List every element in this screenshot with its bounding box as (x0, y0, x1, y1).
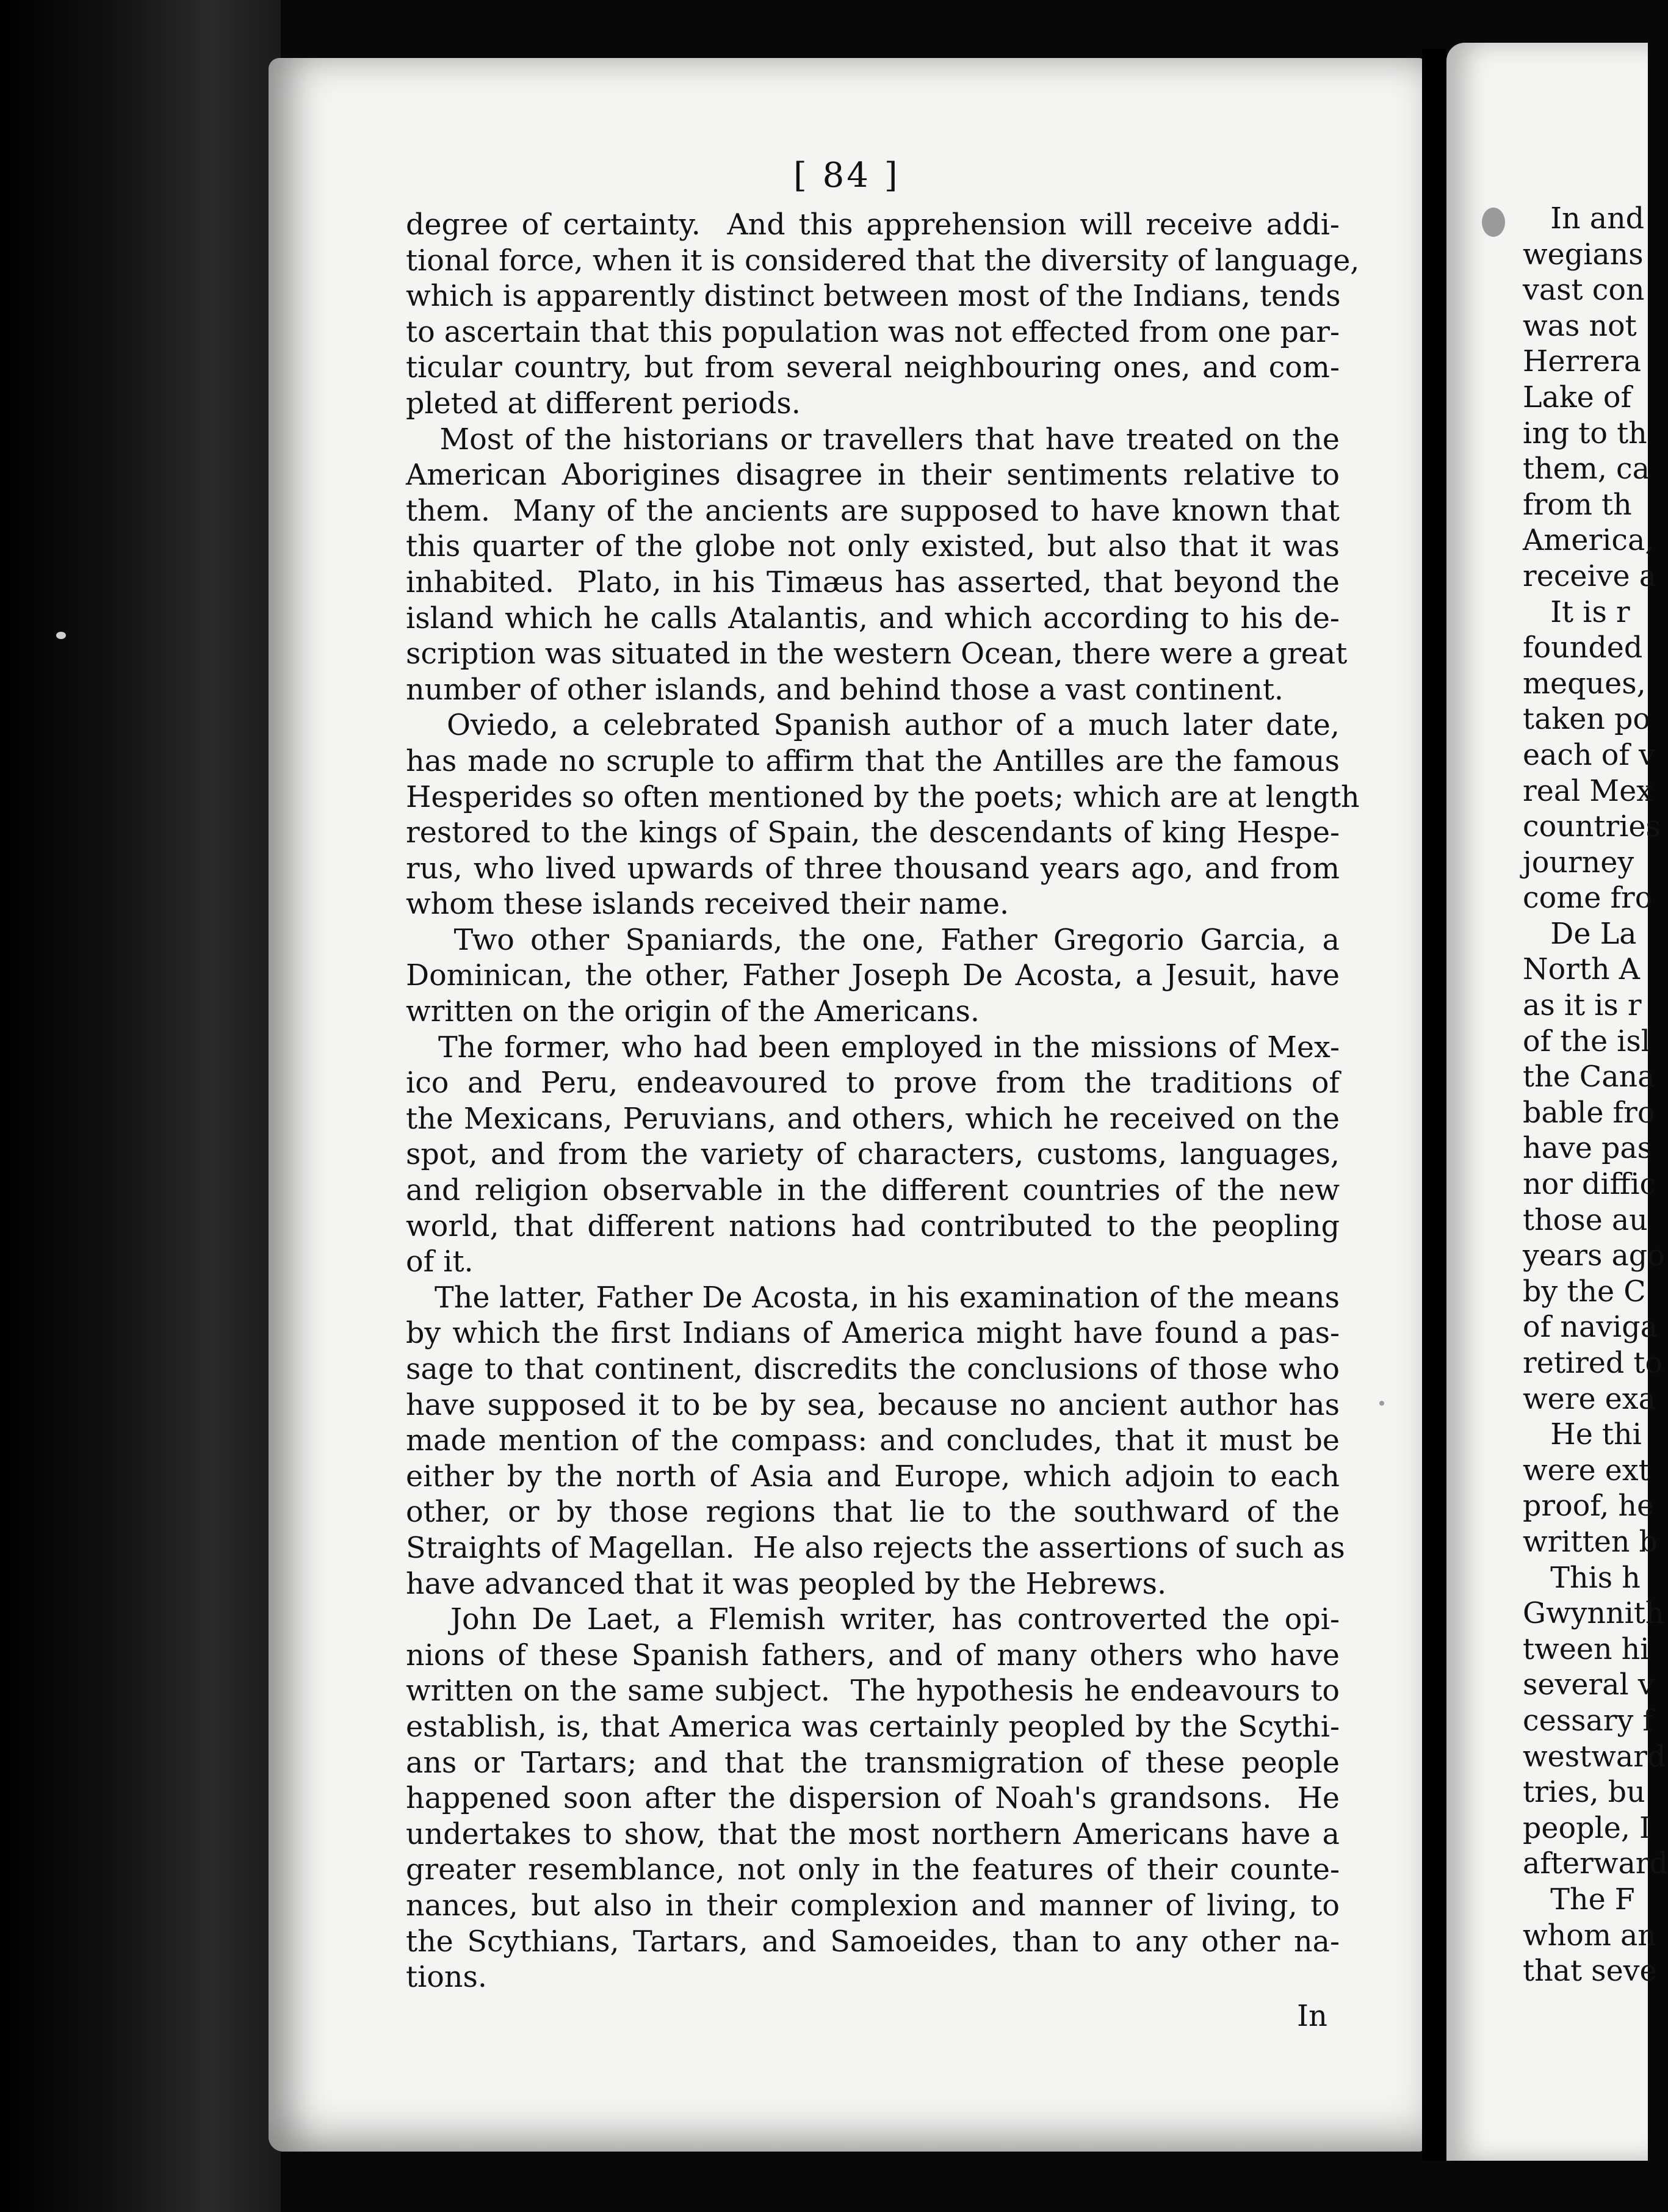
text-line: degree of certainty. And this apprehension will receive addi- (406, 208, 1340, 242)
page-body-text (406, 208, 1360, 1996)
adjacent-text-line: from th (1523, 488, 1632, 522)
adjacent-text-line: come fro (1523, 881, 1653, 916)
text-line: ans or Tartars; and that the transmigration of these people (406, 1746, 1340, 1780)
text-line: Oviedo, a celebrated Spanish author of a much later date, (406, 709, 1340, 743)
text-line: ico and Peru, endeavoured to prove from the traditions of (406, 1066, 1340, 1101)
adjacent-text-line: westward (1523, 1740, 1666, 1774)
adjacent-text-line: countries (1523, 810, 1661, 844)
adjacent-text-line: tween hi (1523, 1632, 1650, 1666)
adjacent-text-line: meques, (1523, 667, 1646, 701)
adjacent-text-line: North A (1523, 953, 1640, 987)
adjacent-text-line: Gwynnith (1523, 1597, 1664, 1631)
catchword: In (1297, 1999, 1327, 2033)
adjacent-text-line: taken po (1523, 703, 1650, 737)
adjacent-text-line: several v (1523, 1668, 1655, 1702)
adjacent-text-line: wegians (1523, 237, 1644, 272)
adjacent-text-line: those au (1523, 1203, 1648, 1237)
text-line: of it. (406, 1245, 474, 1279)
adjacent-text-line: journey (1523, 845, 1634, 880)
text-line: greater resemblance, not only in the features of their counte- (406, 1853, 1340, 1887)
adjacent-text-line: as it is r (1523, 989, 1642, 1023)
adjacent-text-line: He thi (1523, 1418, 1642, 1452)
paper-speck (1482, 208, 1505, 237)
adjacent-text-line: them, ca (1523, 452, 1650, 486)
adjacent-text-line: was not (1523, 309, 1637, 343)
text-line: The former, who had been employed in the missions of Mex- (406, 1030, 1340, 1064)
adjacent-text-line: cessary f (1523, 1704, 1654, 1738)
adjacent-text-line: have pas (1523, 1132, 1653, 1166)
text-line: ticular country, but from several neighbouring ones, and com- (406, 351, 1340, 385)
page-gutter (1422, 49, 1446, 2161)
text-line: happened soon after the dispersion of Noah's grandsons. He (406, 1782, 1340, 1816)
text-line: them. Many of the ancients are supposed to have known that (406, 494, 1340, 528)
text-line: tional force, when it is considered that the diversity of language, (406, 244, 1360, 278)
adjacent-text-line: America, (1523, 524, 1655, 558)
adjacent-text-line: of the isl (1523, 1024, 1650, 1058)
adjacent-text-line: founded (1523, 631, 1643, 665)
text-line: have supposed it to be by sea, because no ancient author has (406, 1388, 1340, 1422)
adjacent-text-line: In and (1523, 202, 1645, 236)
text-line: has made no scruple to affirm that the Antilles are the famous (406, 744, 1340, 778)
text-line: nances, but also in their complexion and manner of living, to (406, 1889, 1340, 1923)
text-line: island which he calls Atalantis, and which according to his de- (406, 601, 1340, 635)
text-line: sage to that continent, discredits the conclusions of those who (406, 1353, 1340, 1386)
text-line: inhabited. Plato, in his Timæus has asserted, that beyond the (406, 565, 1340, 599)
text-line: written on the origin of the Americans. (406, 995, 980, 1029)
adjacent-text-line: were ext (1523, 1453, 1650, 1487)
adjacent-text-line: years ago (1523, 1239, 1665, 1273)
text-line: American Aborigines disagree in their sentiments relative to (406, 458, 1340, 493)
paper-speck (1379, 1401, 1384, 1406)
adjacent-text-line: vast con (1523, 273, 1645, 308)
adjacent-text-line: tries, bu (1523, 1776, 1645, 1810)
text-line: spot, and from the variety of characters, customs, languages, (406, 1138, 1340, 1172)
text-line: and religion observable in the different countries of the new (406, 1174, 1340, 1208)
text-line: Hesperides so often mentioned by the poets; which are at length (406, 780, 1360, 814)
text-line: by which the first Indians of America might have found a pas- (406, 1317, 1340, 1351)
text-line: whom these islands received their name. (406, 887, 1009, 922)
adjacent-text-line: each of v (1523, 738, 1655, 772)
text-line: pleted at different periods. (406, 386, 801, 421)
adjacent-text-line: people, I (1523, 1811, 1651, 1845)
text-line: tions. (406, 1961, 487, 1995)
text-line: Most of the historians or travellers that have treated on the (406, 422, 1340, 457)
adjacent-text-line: bable fro (1523, 1096, 1655, 1130)
text-line: other, or by those regions that lie to the southward of the (406, 1495, 1340, 1530)
adjacent-text-line: proof, he (1523, 1489, 1655, 1523)
text-line: number of other islands, and behind those a vast continent. (406, 673, 1284, 707)
adjacent-text-line: that seve (1523, 1954, 1657, 1989)
adjacent-text-line: receive a (1523, 559, 1657, 593)
text-line: scription was situated in the western Ocean, there were a great (406, 637, 1348, 671)
adjacent-text-line: Lake of (1523, 380, 1632, 414)
adjacent-text-line: nor diffic (1523, 1168, 1656, 1202)
text-line: to ascertain that this population was not effected from one par- (406, 315, 1340, 349)
text-line: the Mexicans, Peruvians, and others, which he received on the (406, 1102, 1340, 1136)
text-line: rus, who lived upwards of three thousand years ago, and from (406, 851, 1340, 886)
adjacent-text-line: De La (1523, 917, 1637, 951)
text-line: have advanced that it was peopled by the Hebrews. (406, 1567, 1167, 1601)
adjacent-text-line: It is r (1523, 595, 1630, 629)
adjacent-text-line: of naviga (1523, 1310, 1658, 1345)
binding-shadow (0, 0, 281, 2212)
text-line: nions of these Spanish fathers, and of many others who have (406, 1638, 1340, 1672)
text-line: written on the same subject. The hypothesis he endeavours to (406, 1674, 1340, 1708)
text-line: establish, is, that America was certainly peopled by the Scythi- (406, 1710, 1340, 1744)
adjacent-text-line: were exa (1523, 1382, 1656, 1416)
adjacent-text-line: by the C (1523, 1274, 1646, 1309)
adjacent-text-line: retired to (1523, 1346, 1663, 1380)
text-line: undertakes to show, that the most northern Americans have a (406, 1817, 1340, 1851)
text-line: John De Laet, a Flemish writer, has controverted the opi- (406, 1603, 1340, 1637)
adjacent-text-line: whom an (1523, 1918, 1656, 1953)
adjacent-text-line: real Mex (1523, 774, 1653, 808)
adjacent-page-text (1523, 201, 1668, 1990)
text-line: Dominican, the other, Father Joseph De Acosta, a Jesuit, have (406, 959, 1340, 993)
adjacent-text-line: written b (1523, 1525, 1658, 1559)
text-line: which is apparently distinct between most of the Indians, tends (406, 280, 1341, 314)
text-line: either by the north of Asia and Europe, which adjoin to each (406, 1459, 1340, 1494)
text-line: this quarter of the globe not only existed, but also that it was (406, 530, 1340, 564)
adjacent-text-line: ing to th (1523, 416, 1647, 450)
adjacent-text-line: This h (1523, 1561, 1641, 1595)
adjacent-text-line: afterward (1523, 1847, 1668, 1881)
adjacent-text-line: Herrera (1523, 345, 1642, 379)
text-line: The latter, Father De Acosta, in his examination of the means (406, 1281, 1340, 1315)
text-line: Straights of Magellan. He also rejects the assertions of such as (406, 1531, 1345, 1565)
text-line: Two other Spaniards, the one, Father Gregorio Garcia, a (406, 923, 1340, 957)
adjacent-text-line: the Cana (1523, 1060, 1655, 1094)
adjacent-text-line: The F (1523, 1882, 1635, 1917)
text-line: the Scythians, Tartars, and Samoeides, than to any other na- (406, 1925, 1340, 1959)
text-line: made mention of the compass: and concludes, that it must be (406, 1424, 1340, 1458)
text-line: restored to the kings of Spain, the descendants of king Hespe- (406, 816, 1340, 850)
text-line: world, that different nations had contributed to the peopling (406, 1209, 1340, 1243)
paper-speck (56, 632, 66, 639)
page-number: [ 84 ] (793, 156, 900, 195)
